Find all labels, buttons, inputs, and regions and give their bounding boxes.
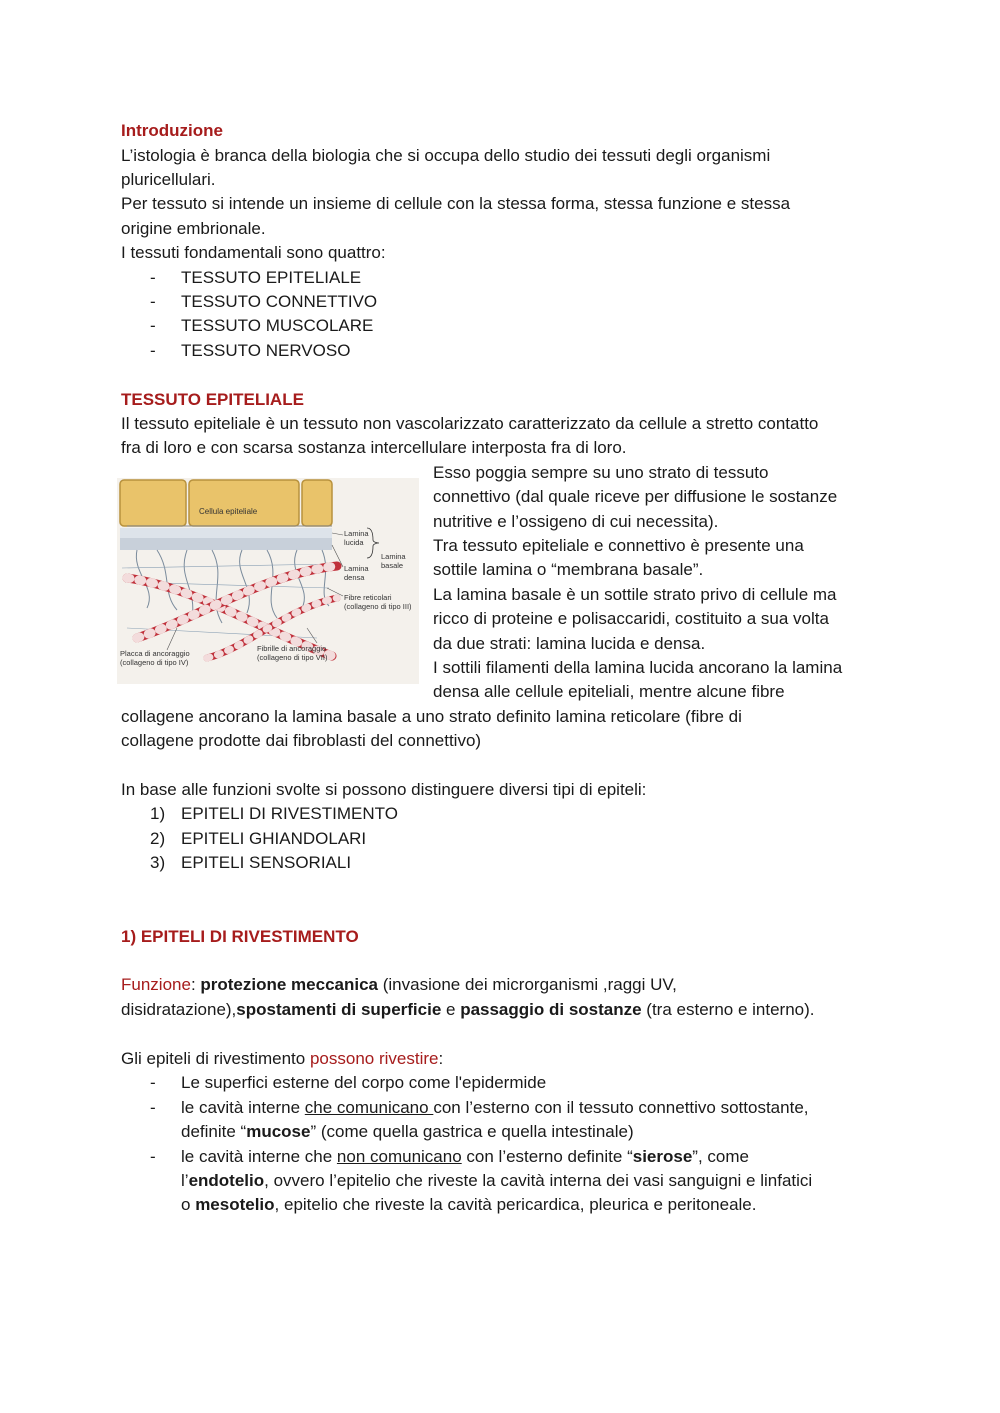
paragraph-line: pluricellulari. [121,170,216,189]
paragraph-line: collagene ancorano la lamina basale a uno strato definito lamina reticolare (fibre di [121,707,742,726]
paragraph-line: origine embrionale. [121,219,266,238]
figure-label-lamina-densa-1: Lamina [344,564,369,573]
list-item: TESSUTO CONNETTIVO [181,292,378,311]
funzione-line-1: Funzione: protezione meccanica (invasione dei microrganismi ,raggi UV, [121,975,677,994]
list-marker: - [150,292,156,311]
figure-label-lamina-basale-2: basale [381,561,404,570]
section-heading-introduzione: Introduzione [121,121,223,140]
side-text-line: densa alle cellule epiteliali, mentre alcune fibre [433,682,785,701]
figure-label-lamina-lucida-2: lucida [344,538,364,547]
side-text-line: da due strati: lamina lucida e densa. [433,634,706,653]
bold-term: spostamenti di superficie [236,1000,442,1019]
list-item: TESSUTO NERVOSO [181,341,351,360]
figure-label-fibre-reticolari-2: (collageno di tipo III) [344,602,412,611]
section-heading-epiteli-rivestimento: 1) EPITELI DI RIVESTIMENTO [121,927,359,946]
figure-label-cell: Cellula epiteliale [199,507,258,516]
figure-label-lamina-densa-2: densa [344,573,365,582]
side-text-line: nutritive e l’ossigeno di cui necessita). [433,512,719,531]
figure-label-fibrille-2: (collageno di tipo VII) [257,653,328,662]
list-number: 2) [150,829,166,848]
figure-label-placca-2: (collageno di tipo IV) [120,658,189,667]
list-marker: - [150,1147,156,1166]
side-text-line: connettivo (dal quale riceve per diffusione le sostanze [433,487,838,506]
list-item: TESSUTO EPITELIALE [181,268,362,287]
rivestire-intro: Gli epiteli di rivestimento possono rivestire: [121,1049,444,1068]
figure-label-placca-1: Placca di ancoraggio [120,649,190,658]
list-item: EPITELI GHIANDOLARI [181,829,367,848]
paragraph-line: I tessuti fondamentali sono quattro: [121,243,386,262]
list-number: 1) [150,804,166,823]
list-marker: - [150,316,156,335]
list-item: le cavità interne che non comunicano con l’esterno definite “sierose”, come [181,1147,749,1166]
list-item-continuation: definite “mucose” (come quella gastrica e quella intestinale) [181,1122,634,1141]
side-text-line: Tra tessuto epiteliale e connettivo è presente una [433,536,804,555]
paragraph-line: Il tessuto epiteliale è un tessuto non vascolarizzato caratterizzato da cellule a stretto contatto [121,414,819,433]
list-number: 3) [150,853,166,872]
figure-label-fibre-reticolari-1: Fibre reticolari [344,593,392,602]
list-item-continuation: l’endotelio, ovvero l’epitelio che riveste la cavità interna dei vasi sanguigni e linfatici [181,1171,813,1190]
list-marker: - [150,268,156,287]
side-text-line: ricco di proteine e polisaccaridi, costituito a sua volta [433,609,829,628]
list-marker: - [150,341,156,360]
list-item-continuation: o mesotelio, epitelio che riveste la cavità pericardica, pleurica e peritoneale. [181,1195,757,1214]
figure-label-lamina-lucida-1: Lamina [344,529,369,538]
list-item: Le superfici esterne del corpo come l'epidermide [181,1073,547,1092]
list-item: EPITELI SENSORIALI [181,853,352,872]
list-marker: - [150,1073,156,1092]
funzione-line-2: disidratazione),spostamenti di superficie e passaggio di sostanze (tra esterno e interno). [121,1000,815,1019]
side-text-line: La lamina basale è un sottile strato privo di cellule ma [433,585,837,604]
list-item: EPITELI DI RIVESTIMENTO [181,804,398,823]
paragraph-line: In base alle funzioni svolte si possono distinguere diversi tipi di epiteli: [121,780,647,799]
list-marker: - [150,1098,156,1117]
side-text-line: sottile lamina o “membrana basale”. [433,560,704,579]
figure-label-fibrille-1: Fibrille di ancoraggio [257,644,327,653]
figure-label-lamina-basale-1: Lamina [381,552,406,561]
funzione-label: Funzione [121,975,191,994]
side-text-line: Esso poggia sempre su uno strato di tessuto [433,463,769,482]
paragraph-line: collagene prodotte dai fibroblasti del connettivo) [121,731,482,750]
paragraph-line: Per tessuto si intende un insieme di cellule con la stessa forma, stessa funzione e stessa [121,194,791,213]
section-heading-tessuto-epiteliale: TESSUTO EPITELIALE [121,390,304,409]
paragraph-line: fra di loro e con scarsa sostanza intercellulare interposta fra di loro. [121,438,627,457]
paragraph-line: L’istologia è branca della biologia che si occupa dello studio dei tessuti degli organismi [121,146,771,165]
list-item: TESSUTO MUSCOLARE [181,316,374,335]
bold-term: passaggio di sostanze [460,1000,642,1019]
basement-membrane-figure [117,478,419,684]
list-item: le cavità interne che comunicano con l’esterno con il tessuto connettivo sottostante, [181,1098,809,1117]
side-text-line: I sottili filamenti della lamina lucida ancorano la lamina [433,658,843,677]
bold-term: protezione meccanica [200,975,379,994]
